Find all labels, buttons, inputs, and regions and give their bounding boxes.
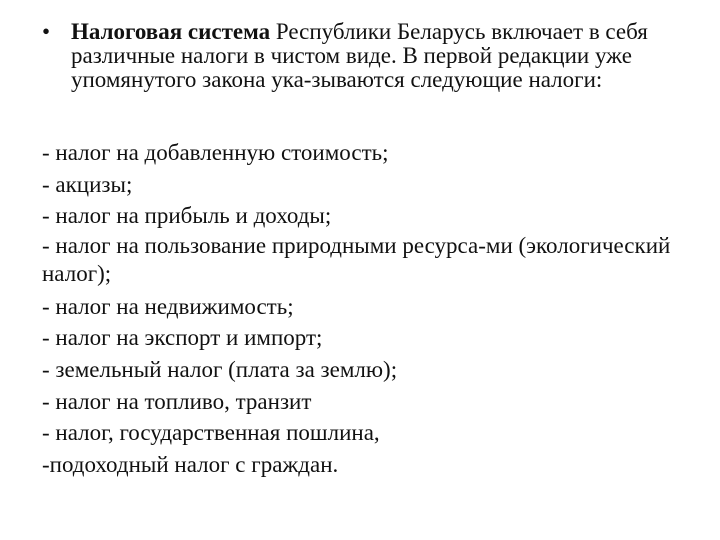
tax-list-item: -подоходный налог с граждан. [42,451,339,477]
tax-list-item: - налог на добавленную стоимость; [42,140,389,165]
tax-list-item: - налог на топливо, транзит [42,388,312,414]
intro-paragraph [42,20,692,92]
tax-list-item: - налог на экспорт и импорт; [42,325,323,351]
intro-body: Республики Беларусь включает в себя различные налоги в чистом виде. В первой редакции уже упомянутого закона ука-зываются следующие налоги: [71,19,648,92]
tax-list-item: - налог, государственная пошлина, [42,420,380,446]
tax-list-item: - акцизы; [42,171,133,197]
tax-list-item: - налог на прибыль и доходы; [42,203,332,229]
intro-bold-term: Налоговая система [71,19,271,44]
tax-list [42,137,692,480]
tax-list-item: - налог на пользование природными ресурса-ми (экологический налог); [42,232,671,286]
tax-list-item: - налог на недвижимость; [42,293,294,319]
tax-list-item: - земельный налог (плата за землю); [42,356,398,382]
intro-text [71,20,692,92]
bullet-icon: • [42,19,51,44]
